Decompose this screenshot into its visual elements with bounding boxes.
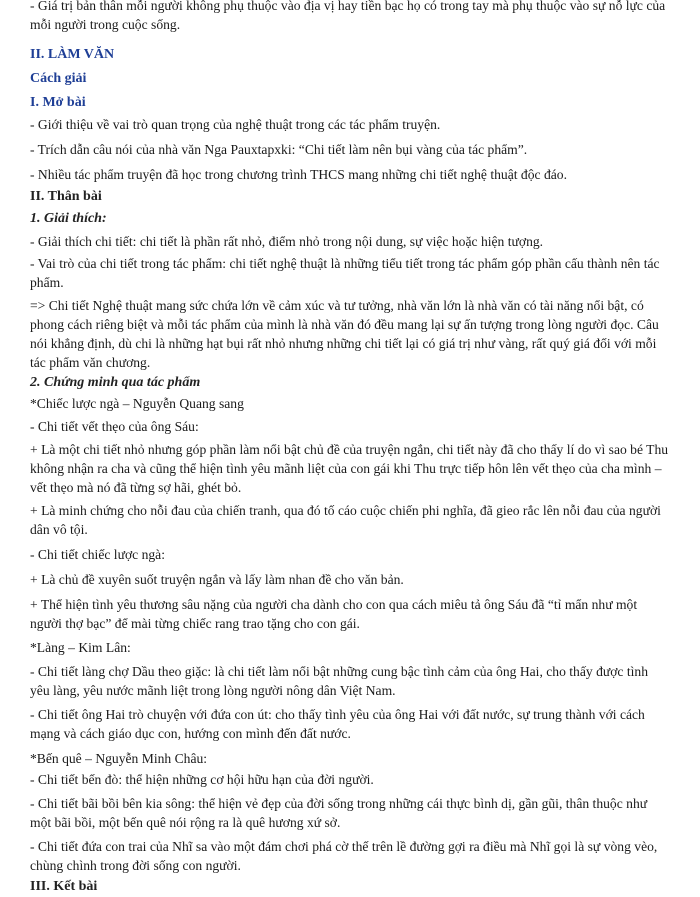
paragraph: - Vai trò của chi tiết trong tác phẩm: chi tiết nghệ thuật là những tiểu tiết trong tác phẩm góp phần cấu thành nên tác phẩm. — [30, 256, 660, 290]
section-heading: II. Thân bài — [30, 189, 102, 204]
paragraph: - Chi tiết đứa con trai của Nhĩ sa vào một đám chơi phá cờ thế trên lề đường gợi ra điều mà Nhĩ gọi là sự vòng vèo, chùng chình trong đời sống con người. — [30, 839, 658, 873]
paragraph: + Là một chi tiết nhỏ nhưng góp phần làm nổi bật chủ đề của truyện ngắn, chi tiết này đã cho thấy lí do vì sao bé Thu không nhận ra cha và cũng thể hiện tình yêu mãnh liệt của con gái khi Thu trực tiếp hôn lên vết thẹo của cha mình – vết thẹo mà nó đã từng sợ hãi, ghét bỏ. — [30, 442, 669, 495]
paragraph: - Chi tiết bãi bồi bên kia sông: thể hiện vẻ đẹp của đời sống trong những cái thực bình dị, gần gũi, thân thuộc như một bãi bồi, một bến quê nói rộng ra là quê hương xứ sở. — [30, 796, 648, 830]
paragraph: - Chi tiết chiếc lược ngà: — [30, 547, 165, 562]
paragraph: - Giá trị bản thân mỗi người không phụ thuộc vào địa vị hay tiền bạc họ có trong tay mà phụ thuộc vào sự nỗ lực của mỗi người trong cuộc sống. — [30, 0, 666, 32]
paragraph: + Thể hiện tình yêu thương sâu nặng của người cha dành cho con qua cách miêu tả ông Sáu đã “tỉ mẩn như một người thợ bạc” để mài từng chiếc rang trao tặng cho con gái. — [30, 597, 638, 631]
section-heading: I. Mở bài — [30, 95, 86, 110]
subsection-heading: 1. Giải thích: — [30, 211, 107, 226]
paragraph: - Nhiều tác phẩm truyện đã học trong chương trình THCS mang những chi tiết nghệ thuật độc đáo. — [30, 167, 567, 182]
paragraph: - Giới thiệu về vai trò quan trọng của nghệ thuật trong các tác phẩm truyện. — [30, 117, 441, 132]
section-heading: III. Kết bài — [30, 879, 98, 894]
paragraph: - Trích dẫn câu nói của nhà văn Nga Pauxtapxki: “Chi tiết làm nên bụi vàng của tác phẩm”. — [30, 142, 528, 157]
paragraph: + Là minh chứng cho nỗi đau của chiến tranh, qua đó tố cáo cuộc chiến phi nghĩa, đã gieo rắc lên nỗi đau của người dân vô tội. — [30, 503, 661, 537]
paragraph: - Chi tiết vết thẹo của ông Sáu: — [30, 419, 199, 434]
paragraph: *Bến quê – Nguyễn Minh Châu: — [30, 751, 208, 766]
section-heading: II. LÀM VĂN — [30, 47, 115, 62]
subsection-heading: 2. Chứng minh qua tác phẩm — [30, 375, 201, 390]
paragraph: - Chi tiết ông Hai trò chuyện với đứa con út: cho thấy tình yêu của ông Hai với đất nước, sự trung thành với cách mạng và cách giáo dục con, hướng con mình đến đất nước. — [30, 707, 645, 741]
section-heading: Cách giải — [30, 71, 87, 86]
paragraph: - Chi tiết bến đò: thể hiện những cơ hội hữu hạn của đời người. — [30, 772, 374, 787]
paragraph: + Là chủ đề xuyên suốt truyện ngắn và lấy làm nhan đề cho văn bản. — [30, 572, 404, 587]
paragraph: *Chiếc lược ngà – Nguyễn Quang sang — [30, 396, 244, 411]
paragraph: - Chi tiết làng chợ Dầu theo giặc: là chi tiết làm nổi bật những cung bậc tình cảm của ông Hai, cho thấy được tình yêu làng, yêu nước mãnh liệt trong lòng người nông dân Việt Nam. — [30, 664, 649, 698]
paragraph: *Làng – Kim Lân: — [30, 640, 131, 655]
paragraph: - Giải thích chi tiết: chi tiết là phần rất nhỏ, điểm nhỏ trong nội dung, sự việc hoặc hiện tượng. — [30, 234, 544, 249]
paragraph: => Chi tiết Nghệ thuật mang sức chứa lớn về cảm xúc và tư tưởng, nhà văn lớn là nhà văn có tài năng nổi bật, có phong cách riêng biệt và mỗi tác phẩm của mình là nhà văn đó đều mang lại sự ấn tượng trong lòng người đọc. Câu nói khẳng định, dù chi là những hạt bụi rất nhỏ nhưng những chi tiết lại có giá trị như vàng, rất quý giá đối với mỗi tác phẩm văn chương. — [30, 298, 659, 370]
